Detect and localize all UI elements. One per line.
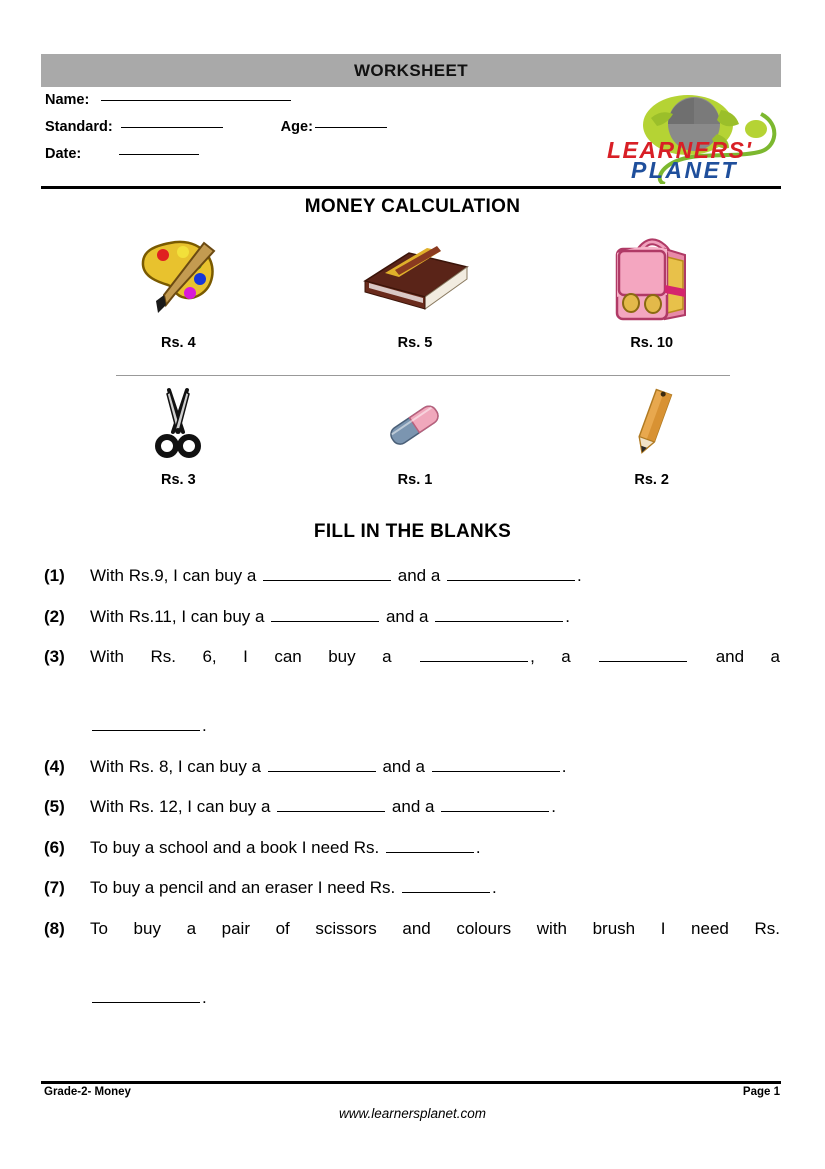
question-text: [90, 875, 780, 901]
item-school-bag: [533, 225, 770, 351]
answer-blank[interactable]: [435, 604, 563, 622]
question-text: [90, 916, 780, 1011]
logo-artwork: [593, 88, 783, 184]
item-eraser: [297, 390, 534, 488]
question-suffix: .: [561, 756, 567, 776]
question-suffix: .: [551, 797, 556, 816]
name-input-line[interactable]: [101, 100, 291, 101]
question-number: (3): [44, 647, 65, 666]
answer-blank[interactable]: [386, 835, 474, 853]
answer-blank[interactable]: [432, 754, 560, 772]
question-line-2: [90, 985, 780, 1011]
price-list-row-2: [60, 390, 770, 488]
standard-age-row: [45, 119, 605, 146]
money-calculation-heading: MONEY CALCULATION: [304, 196, 521, 217]
pencil-icon: [617, 390, 687, 462]
question-8: [44, 916, 780, 1011]
question-line-1: [90, 644, 780, 695]
question-number: (2): [44, 606, 65, 626]
question-2: [44, 604, 780, 630]
question-text: [90, 644, 780, 739]
item-price: Rs. 5: [397, 335, 433, 351]
questions-list: [44, 563, 780, 1025]
question-prefix: With Rs.9, I can buy a: [90, 566, 262, 585]
question-number: (8): [44, 918, 65, 938]
question-text: [90, 604, 780, 630]
answer-blank[interactable]: [447, 563, 575, 581]
question-mid: and a: [393, 566, 446, 585]
question-4: [44, 754, 780, 780]
logo-line1: LEARNERS': [607, 137, 753, 163]
question-1: [44, 563, 780, 589]
item-pencil: [533, 390, 770, 488]
question-prefix: With Rs. 8, I can buy a: [90, 756, 266, 776]
question-text: [90, 563, 780, 589]
question-mid: , a: [530, 647, 598, 666]
question-text: [90, 794, 780, 820]
answer-blank[interactable]: [92, 713, 200, 731]
item-price: Rs. 2: [634, 472, 670, 488]
question-suffix: .: [202, 716, 207, 735]
question-mid: and a: [377, 756, 430, 776]
question-text: [90, 754, 780, 780]
question-number: (4): [44, 756, 65, 776]
item-book: [297, 225, 534, 351]
question-number: (7): [44, 878, 65, 897]
price-list-row-1: [60, 225, 770, 351]
question-line-1: [90, 916, 780, 967]
question-prefix: To buy a school and a book I need Rs.: [90, 837, 384, 857]
question-suffix: .: [202, 987, 207, 1007]
question-line-2: [90, 713, 780, 739]
header-divider: [41, 186, 781, 189]
footer-divider: [41, 1081, 781, 1084]
item-paint-palette: [60, 225, 297, 351]
worksheet-header-bar: [41, 54, 781, 87]
item-price: Rs. 4: [161, 335, 196, 351]
answer-blank[interactable]: [420, 644, 528, 662]
question-suffix: .: [475, 837, 481, 857]
standard-input-line[interactable]: [121, 127, 223, 128]
question-number: (6): [44, 837, 65, 857]
question-suffix: .: [565, 606, 570, 626]
school-bag-icon: [607, 225, 697, 325]
answer-blank[interactable]: [402, 875, 490, 893]
answer-blank[interactable]: [271, 604, 379, 622]
question-prefix: To buy a pencil and an eraser I need Rs.: [90, 878, 400, 897]
answer-blank[interactable]: [277, 794, 385, 812]
item-scissors: [60, 390, 297, 488]
question-suffix: .: [491, 878, 497, 897]
age-input-line[interactable]: [315, 127, 387, 128]
footer-website-url: www.learnersplanet.com: [338, 1106, 487, 1121]
question-mid: and a: [381, 606, 434, 626]
book-icon: [355, 225, 475, 325]
question-6: [44, 835, 780, 861]
question-prefix: With Rs. 6, I can buy a: [90, 647, 419, 666]
footer-page-number: Page 1: [742, 1086, 780, 1098]
scissors-icon: [143, 390, 213, 462]
cord-plug-icon: [745, 120, 767, 138]
item-price: Rs. 3: [161, 472, 196, 488]
question-number: (1): [44, 566, 65, 585]
question-3: [44, 644, 780, 739]
worksheet-title: WORKSHEET: [353, 60, 469, 80]
fill-in-the-blanks-heading: FILL IN THE BLANKS: [313, 521, 512, 542]
question-5: [44, 794, 780, 820]
question-prefix: To buy a pair of scissors and colours with brush I need Rs.: [90, 918, 780, 938]
answer-blank[interactable]: [263, 563, 391, 581]
answer-blank[interactable]: [599, 644, 687, 662]
date-input-line[interactable]: [119, 154, 199, 155]
question-text: [90, 835, 780, 861]
date-row: [45, 146, 605, 173]
answer-blank[interactable]: [268, 754, 376, 772]
question-mid2: and a: [689, 647, 781, 666]
footer-grade-label: Grade-2- Money: [44, 1086, 131, 1098]
name-row: [45, 92, 605, 119]
learners-planet-logo: [593, 88, 783, 184]
answer-blank[interactable]: [441, 794, 549, 812]
paint-palette-icon: [130, 225, 226, 325]
eraser-icon: [375, 390, 455, 462]
question-prefix: With Rs. 12, I can buy a: [90, 797, 276, 816]
standard-label: Standard:: [45, 119, 113, 135]
logo-line2: PLANET: [631, 157, 738, 183]
question-mid: and a: [387, 797, 440, 816]
question-7: [44, 875, 780, 901]
item-price: Rs. 1: [397, 472, 433, 488]
question-suffix: .: [577, 566, 582, 585]
date-label: Date:: [45, 146, 82, 162]
items-divider: [116, 375, 730, 376]
question-prefix: With Rs.11, I can buy a: [90, 606, 270, 626]
name-label: Name:: [45, 92, 90, 108]
student-info-block: [45, 92, 605, 173]
age-label: Age:: [280, 119, 313, 135]
answer-blank[interactable]: [92, 985, 200, 1003]
item-price: Rs. 10: [630, 335, 674, 351]
question-number: (5): [44, 797, 65, 816]
footer: [44, 1086, 780, 1098]
